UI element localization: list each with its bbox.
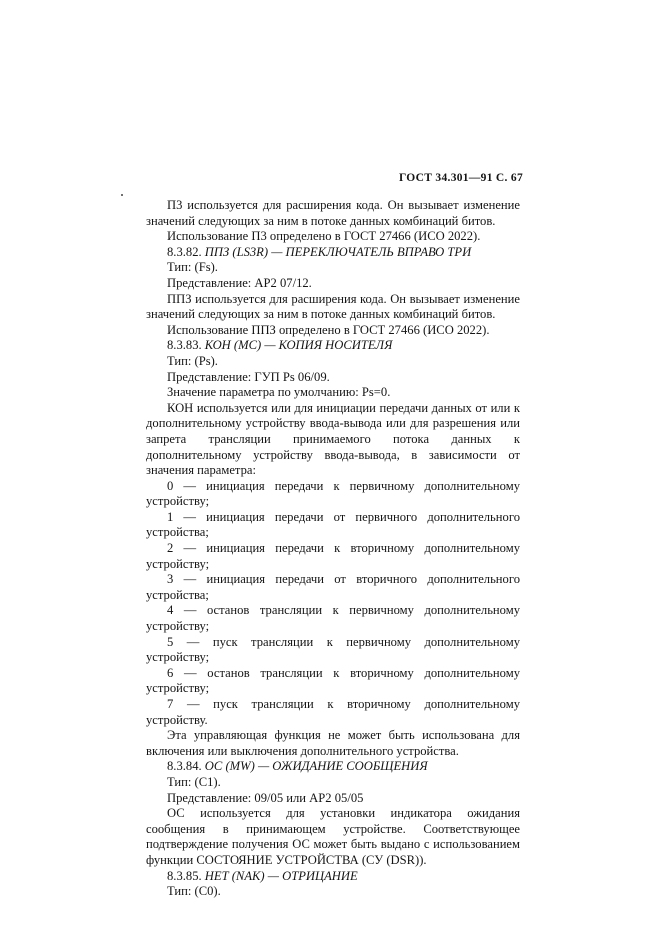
section-title: ОС (MW) — ОЖИДАНИЕ СООБЩЕНИЯ — [204, 759, 428, 774]
paragraph: Представление: ГУП Ps 06/09. — [167, 369, 330, 384]
section-heading — [146, 869, 520, 885]
paragraph: Тип: (С0). — [167, 884, 221, 899]
paragraph: Использование П3 определено в ГОСТ 27466 (ИСО 2022). — [167, 229, 481, 244]
section-title: НЕТ (NAK) — ОТРИЦАНИЕ — [204, 868, 358, 883]
paragraph: Эта управляющая функция не может быть использована для включения или выключения дополнительного устройства. — [146, 728, 520, 758]
paragraph: Значение параметра по умолчанию: Ps=0. — [167, 385, 391, 400]
section-heading — [146, 759, 520, 775]
section-heading — [146, 338, 520, 354]
paragraph: ОС используется для установки индикатора ожидания сообщения в принимающем устройстве. Соответствующее подтверждение получения ОС может быть выдано с использованием функции СОСТОЯНИЕ УСТРОЙСТВА (СУ (DSR)). — [146, 806, 520, 867]
paragraph: Тип: (С1). — [167, 774, 221, 789]
section-number: 8.3.85. — [167, 868, 202, 883]
section-heading — [146, 245, 520, 261]
paragraph: 1 — инициация передачи от первичного дополнительного устройства; — [146, 509, 520, 540]
section-number: 8.3.84. — [167, 759, 202, 774]
paragraph: 3 — инициация передачи от вторичного дополнительного устройства; — [146, 572, 520, 602]
paragraph: Тип: (Fs). — [167, 260, 218, 275]
section-title: КОН (МС) — КОПИЯ НОСИТЕЛЯ — [204, 338, 393, 353]
document-body — [146, 198, 520, 900]
scan-speck — [121, 194, 123, 196]
paragraph: 5 — пуск трансляции к первичному дополнительному устройству; — [146, 634, 520, 665]
section-number: 8.3.82. — [167, 244, 202, 259]
paragraph: П3 используется для расширения кода. Он вызывает изменение значений следующих за ним в потоке данных комбинаций битов. — [146, 198, 520, 228]
paragraph: Использование ППЗ определено в ГОСТ 27466 (ИСО 2022). — [167, 322, 490, 337]
paragraph: 2 — инициация передачи к вторичному дополнительному устройству; — [146, 541, 520, 571]
paragraph: 4 — останов трансляции к первичному дополнительному устройству; — [146, 603, 520, 634]
paragraph: Тип: (Ps). — [167, 353, 218, 368]
paragraph: Представление: 09/05 или АР2 05/05 — [167, 790, 364, 805]
section-number: 8.3.83. — [167, 338, 202, 353]
paragraph: Представление: АР2 07/12. — [167, 275, 312, 290]
paragraph: 0 — инициация передачи к первичному дополнительному устройству; — [146, 478, 520, 509]
paragraph: 6 — останов трансляции к вторичному дополнительному устройству; — [146, 665, 520, 696]
page-header: ГОСТ 34.301—91 С. 67 — [398, 172, 523, 184]
section-title: ППЗ (LS3R) — ПЕРЕКЛЮЧАТЕЛЬ ВПРАВО ТРИ — [204, 244, 472, 259]
paragraph: ППЗ используется для расширения кода. Он вызывает изменение значений следующих за ним в потоке данных комбинаций битов. — [146, 291, 520, 322]
paragraph: 7 — пуск трансляции к вторичному дополнительному устройству. — [146, 697, 520, 727]
paragraph: КОН используется или для инициации передачи данных от или к дополнительному устройству ввода-вывода или для разрешения или запрета трансляции принимаемого потока данных к дополнительному устройству ввода-вывода, в зависимости от значения параметра: — [146, 400, 520, 478]
